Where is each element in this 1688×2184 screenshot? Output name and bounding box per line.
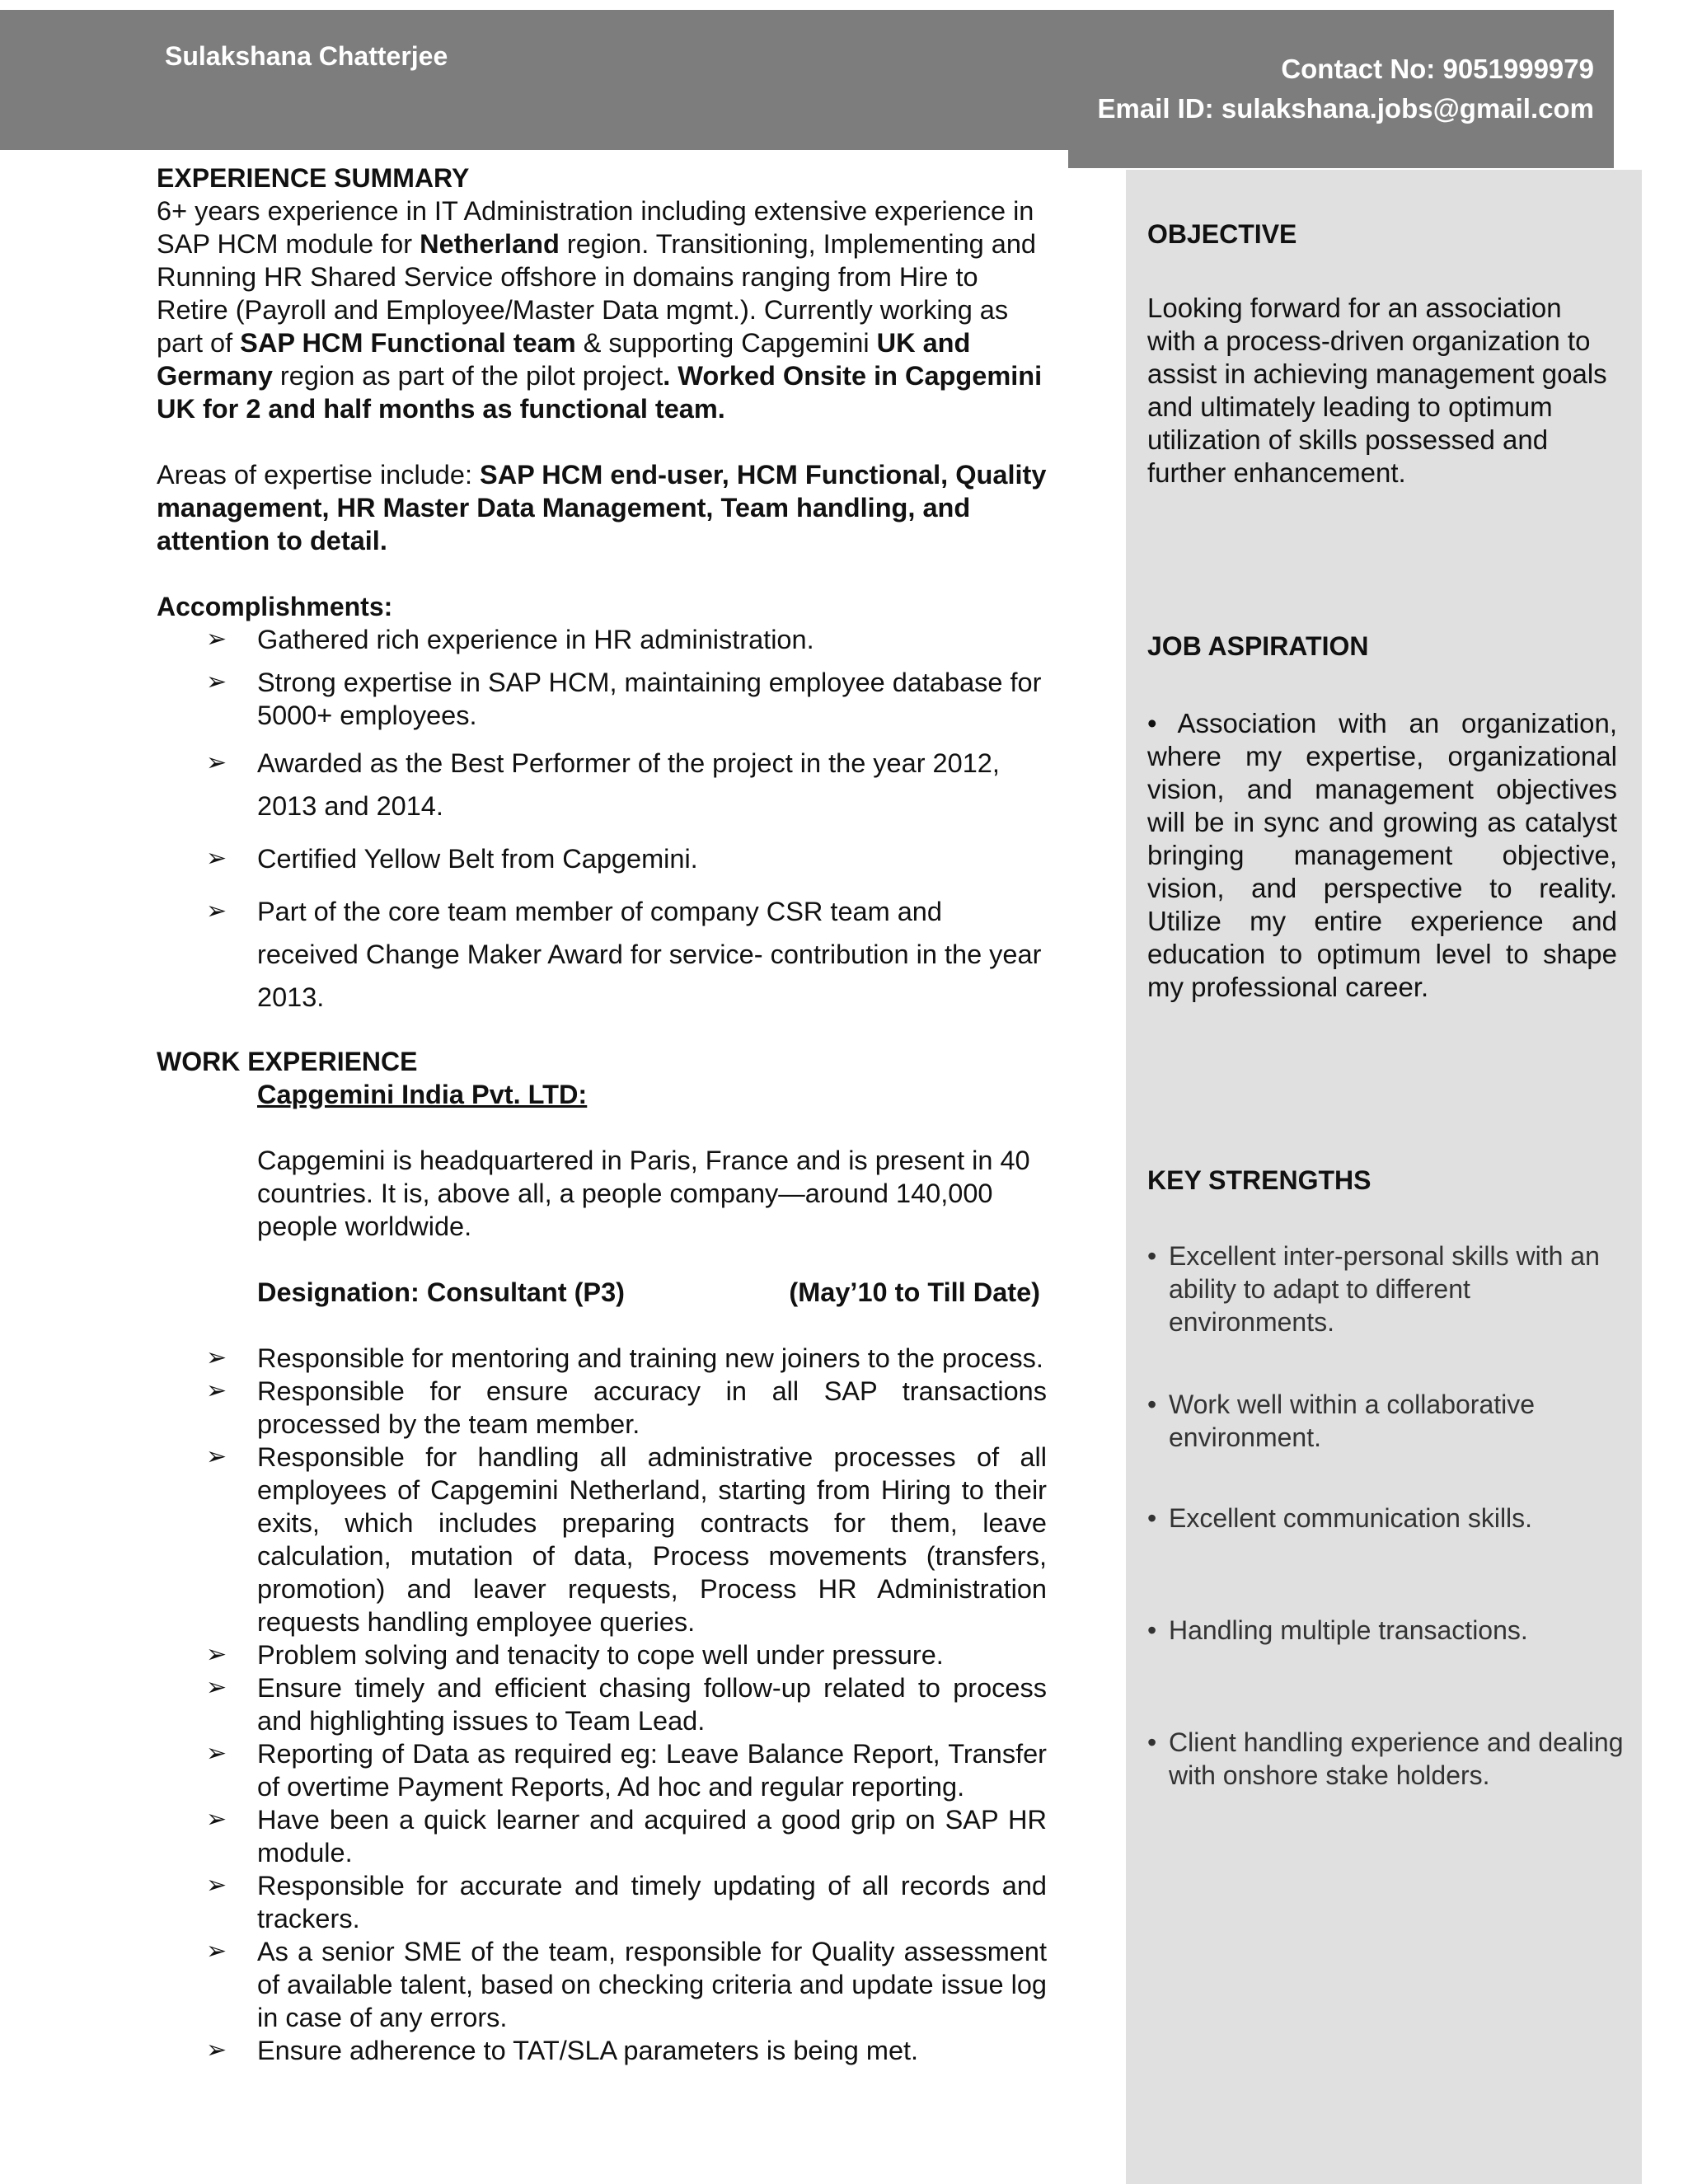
list-item: ➢ Have been a quick learner and acquired a good grip on SAP HR module. xyxy=(206,1805,1047,1868)
text-run: region. Transitioning, Implementing and Running HR Shared Service offshore in domains ranging from Hire to Retire (Payroll and Employee/Master Data mgmt.). Currently working as part of xyxy=(157,229,1036,358)
accomplishments-heading: Accomplishments: xyxy=(157,592,393,621)
arrow-bullet-icon: ➢ xyxy=(206,898,227,925)
arrow-bullet-icon: ➢ xyxy=(206,1344,227,1371)
bullet-icon: • xyxy=(1147,1727,1157,1757)
job-aspiration-heading: JOB ASPIRATION xyxy=(1147,631,1369,661)
arrow-bullet-icon: ➢ xyxy=(206,1443,227,1470)
bullet-icon: • xyxy=(1147,1241,1157,1271)
list-item: ➢ Strong expertise in SAP HCM, maintaining employee database for 5000+ employees. xyxy=(206,668,1042,730)
text-run: & supporting Capgemini xyxy=(575,328,877,358)
list-item: ➢ Gathered rich experience in HR administration. xyxy=(206,625,814,654)
list-item: ➢ Certified Yellow Belt from Capgemini. xyxy=(157,837,1047,880)
list-item: ➢ As a senior SME of the team, responsible for Quality assessment of available talent, based on checking criteria and update issue log in case of any errors. xyxy=(206,1937,1047,2032)
objective-text: Looking forward for an association with a process-driven organization to assist in achieving management goals and ultimately leading to optimum utilization of skills possessed and further enhancement. xyxy=(1147,293,1607,488)
header-extension xyxy=(1068,150,1614,168)
arrow-bullet-icon: ➢ xyxy=(206,1938,227,1965)
arrow-bullet-icon: ➢ xyxy=(206,1806,227,1833)
arrow-bullet-icon: ➢ xyxy=(206,1377,227,1404)
bold-text-run: Netherland xyxy=(420,229,560,259)
employment-period: (May’10 to Till Date) xyxy=(789,1277,1040,1307)
list-item: ➢ Responsible for accurate and timely updating of all records and trackers. xyxy=(206,1871,1047,1933)
list-item: ➢ Awarded as the Best Performer of the project in the year 2012, 2013 and 2014. xyxy=(157,742,1047,827)
strength-item: • Client handling experience and dealing with onshore stake holders. xyxy=(1147,1727,1624,1790)
list-item: ➢ Problem solving and tenacity to cope well under pressure. xyxy=(206,1640,944,1670)
list-item: ➢ Responsible for mentoring and training new joiners to the process. xyxy=(206,1343,1043,1373)
arrow-bullet-icon: ➢ xyxy=(206,1740,227,1767)
bullet-icon: • xyxy=(1147,1503,1157,1533)
list-item: ➢ Part of the core team member of company CSR team and received Change Maker Award for service- contribution in the year 2013. xyxy=(157,890,1047,1019)
company-name: Capgemini India Pvt. LTD: xyxy=(257,1080,588,1109)
arrow-bullet-icon: ➢ xyxy=(206,845,227,872)
bold-text-run: SAP HCM Functional team xyxy=(240,328,576,358)
arrow-bullet-icon: ➢ xyxy=(206,668,227,696)
list-item: ➢ Ensure adherence to TAT/SLA parameters is being met. xyxy=(206,2036,919,2065)
candidate-name: Sulakshana Chatterjee xyxy=(165,41,448,71)
text-run: region as part of the pilot project xyxy=(272,361,663,391)
bold-text-run: UK and Germany xyxy=(157,328,971,391)
experience-summary-text xyxy=(157,194,1047,425)
work-experience-heading: WORK EXPERIENCE xyxy=(157,1047,418,1076)
strength-item: • Work well within a collaborative environment. xyxy=(1147,1390,1536,1452)
experience-summary-heading: EXPERIENCE SUMMARY xyxy=(157,163,470,193)
contact-number: Contact No: 9051999979 xyxy=(1281,54,1594,84)
text-run: Areas of expertise include: xyxy=(157,460,481,490)
right-sidebar xyxy=(1126,170,1642,2184)
header-bar xyxy=(0,10,1614,150)
company-description: Capgemini is headquartered in Paris, France and is present in 40 countries. It is, above all, a people company—around 140,000 people worldwide. xyxy=(257,1146,1030,1241)
arrow-bullet-icon: ➢ xyxy=(206,749,227,776)
designation: Designation: Consultant (P3) xyxy=(257,1277,625,1307)
bullet-icon: • xyxy=(1147,1390,1157,1419)
contact-block xyxy=(1097,49,1594,129)
arrow-bullet-icon: ➢ xyxy=(206,1641,227,1668)
arrow-bullet-icon: ➢ xyxy=(206,626,227,653)
strength-item: • Handling multiple transactions. xyxy=(1147,1615,1528,1645)
arrow-bullet-icon: ➢ xyxy=(206,1674,227,1701)
areas-of-expertise-text xyxy=(157,458,1047,557)
list-item: ➢ Reporting of Data as required eg: Leave Balance Report, Transfer of overtime Payment Reports, Ad hoc and regular reporting. xyxy=(206,1739,1047,1802)
strength-item: • Excellent communication skills. xyxy=(1147,1503,1533,1533)
strength-item: • Excellent inter-personal skills with an ability to adapt to different environments. xyxy=(1147,1241,1600,1337)
bold-text-run: SAP HCM end-user, HCM Functional, Quality management, HR Master Data Management, Team handling, and attention to detail. xyxy=(157,460,1047,555)
list-item: ➢ Responsible for handling all administrative processes of all employees of Capgemini Netherland, starting from Hiring to their exits, which includes preparing contracts for them, leave calculation, mutation of data, Process movements (transfers, promotion) and leaver requests, Process HR Administration requests handling employee queries. xyxy=(206,1442,1047,1637)
bold-text-run: . Worked Onsite in Capgemini UK for 2 and half months as functional team. xyxy=(157,361,1043,424)
bullet-icon: • xyxy=(1147,1615,1157,1645)
accomplishments-list xyxy=(157,623,1047,1019)
list-item: ➢ Responsible for ensure accuracy in all SAP transactions processed by the team member. xyxy=(206,1376,1047,1439)
main-column xyxy=(157,162,1047,2067)
email-id: Email ID: sulakshana.jobs@gmail.com xyxy=(1097,93,1594,124)
job-aspiration-text: • Association with an organization, where my expertise, organizational vision, and management objectives will be in sync and growing as catalyst bringing management objective, vision, and perspective to reality. Utilize my entire experience and education to optimum level to shape my professional career. xyxy=(1147,708,1617,1002)
text-run: 6+ years experience in IT Administration including extensive experience in SAP HCM module for xyxy=(157,196,1034,259)
arrow-bullet-icon: ➢ xyxy=(206,1872,227,1899)
objective-heading: OBJECTIVE xyxy=(1147,219,1297,249)
designation-row xyxy=(157,1276,1047,1309)
responsibilities-list xyxy=(157,1342,1047,2067)
arrow-bullet-icon: ➢ xyxy=(206,2036,227,2064)
list-item: ➢ Ensure timely and efficient chasing follow-up related to process and highlighting issues to Team Lead. xyxy=(206,1673,1047,1736)
key-strengths-heading: KEY STRENGTHS xyxy=(1147,1165,1372,1195)
